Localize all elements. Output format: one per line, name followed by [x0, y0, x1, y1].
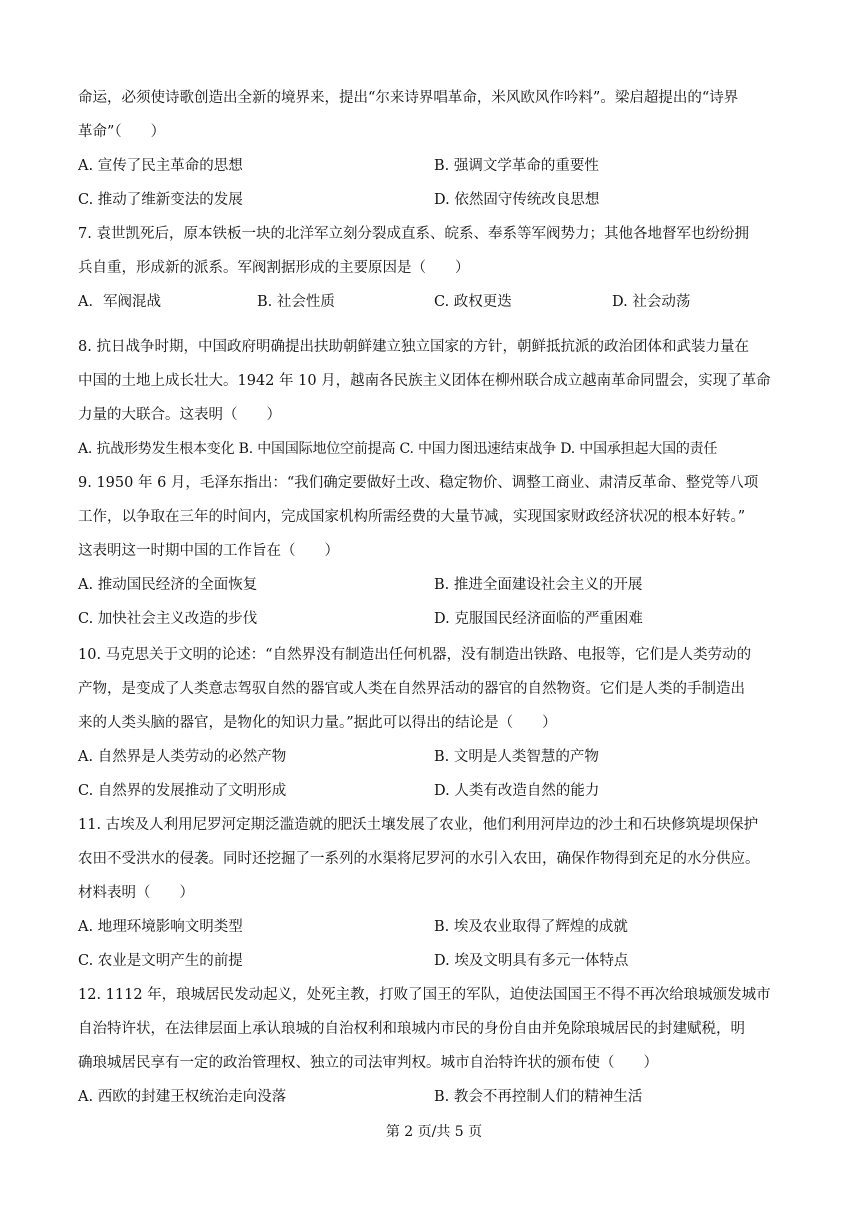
q7-option-d: D. 社会动荡 [612, 294, 691, 310]
q6-option-a: A. 宣传了民主革命的思想 [78, 158, 243, 174]
q6-stem-line2: 革命”（ ） [78, 124, 166, 140]
q11-option-b: B. 埃及农业取得了辉煌的成就 [434, 919, 628, 935]
q12-option-b: B. 教会不再控制人们的精神生活 [434, 1089, 643, 1105]
q7-option-a: A．军阀混战 [78, 294, 161, 310]
q11-stem-line3: 材料表明（ ） [78, 885, 194, 901]
q7-option-b: B. 社会性质 [257, 294, 335, 310]
q11-option-d: D. 埃及文明具有多元一体特点 [434, 953, 629, 969]
q12-stem-line3: 确琅城居民享有一定的政治管理权、独立的司法审判权。城市自治特许状的颁布使（ ） [78, 1055, 658, 1071]
q10-stem-line3: 来的人类头脑的器官，是物化的知识力量。”据此可以得出的结论是（ ） [78, 715, 557, 731]
q9-option-c: C. 加快社会主义改造的步伐 [78, 611, 258, 627]
q9-option-d: D. 克服国民经济面临的严重困难 [434, 611, 643, 627]
q6-option-c: C. 推动了维新变法的发展 [78, 192, 243, 208]
q10-stem-line1: 10. 马克思关于文明的论述：“自然界没有制造出任何机器，没有制造出铁路、电报等，它们是人类劳动的 [78, 647, 752, 663]
q12-stem-line2: 自治特许状，在法律层面上承认琅城的自治权利和琅城内市民的身份自由并免除琅城居民的封建赋税，明 [78, 1021, 745, 1037]
q8-stem-line3: 力量的大联合。这表明（ ） [78, 407, 281, 423]
q11-option-a: A. 地理环境影响文明类型 [78, 919, 243, 935]
q7-option-c: C. 政权更迭 [434, 294, 512, 310]
q10-stem-line2: 产物，是变成了人类意志驾驭自然的器官或人类在自然界活动的器官的自然物资。它们是人类的手制造出 [78, 681, 745, 697]
q11-stem-line1: 11. 古埃及人利用尼罗河定期泛滥造就的肥沃土壤发展了农业，他们利用河岸边的沙土和石块修筑堤坝保护 [78, 817, 759, 833]
q6-stem-line1: 命运，必须使诗歌创造出全新的境界来，提出“尔来诗界唱革命，米风欧风作吟料”。梁启超提出的“诗界 [78, 90, 739, 106]
q6-option-d: D. 依然固守传统改良思想 [434, 192, 600, 208]
q8-stem-line2: 中国的土地上成长壮大。1942 年 10 月，越南各民族主义团体在柳州联合成立越南革命同盟会，实现了革命 [78, 373, 771, 389]
q7-stem-line1: 7. 袁世凯死后，原本铁板一块的北洋军立刻分裂成直系、皖系、奉系等军阀势力；其他各地督军也纷纷拥 [78, 226, 749, 242]
q8-stem-line1: 8. 抗日战争时期，中国政府明确提出扶助朝鲜建立独立国家的方针，朝鲜抵抗派的政治团体和武装力量在 [78, 339, 749, 355]
page-number-footer: 第 2 页/共 5 页 [385, 1124, 483, 1140]
q12-stem-line1: 12. 1112 年，琅城居民发动起义，处死主教，打败了国王的军队，迫使法国国王不得不再次给琅城颁发城市 [78, 987, 771, 1003]
q9-option-a: A. 推动国民经济的全面恢复 [78, 577, 258, 593]
q10-option-a: A. 自然界是人类劳动的必然产物 [78, 749, 287, 765]
q9-stem-line2: 工作，以争取在三年的时间内，完成国家机构所需经费的大量节减，实现国家财政经济状况的根本好转。” [78, 509, 746, 525]
q7-stem-line2: 兵自重，形成新的派系。军阀割据形成的主要原因是（ ） [78, 260, 470, 276]
q9-stem-line3: 这表明这一时期中国的工作旨在（ ） [78, 543, 339, 559]
q11-stem-line2: 农田不受洪水的侵袭。同时还挖掘了一系列的水渠将尼罗河的水引入农田，确保作物得到充足的水分供应。 [78, 851, 760, 867]
q10-option-d: D. 人类有改造自然的能力 [434, 783, 600, 799]
q10-option-b: B. 文明是人类智慧的产物 [434, 749, 599, 765]
q11-option-c: C. 农业是文明产生的前提 [78, 953, 243, 969]
q8-options: A. 抗战形势发生根本变化 B. 中国国际地位空前提高 C. 中国力图迅速结束战争 D. 中国承担起大国的责任 [78, 441, 718, 457]
q9-stem-line1: 9. 1950 年 6 月，毛泽东指出：“我们确定要做好土改、稳定物价、调整工商业、肃清反革命、整党等八项 [78, 475, 759, 491]
q12-option-a: A. 西欧的封建王权统治走向没落 [78, 1089, 287, 1105]
q9-option-b: B. 推进全面建设社会主义的开展 [434, 577, 643, 593]
q6-option-b: B. 强调文学革命的重要性 [434, 158, 599, 174]
q10-option-c: C. 自然界的发展推动了文明形成 [78, 783, 287, 799]
